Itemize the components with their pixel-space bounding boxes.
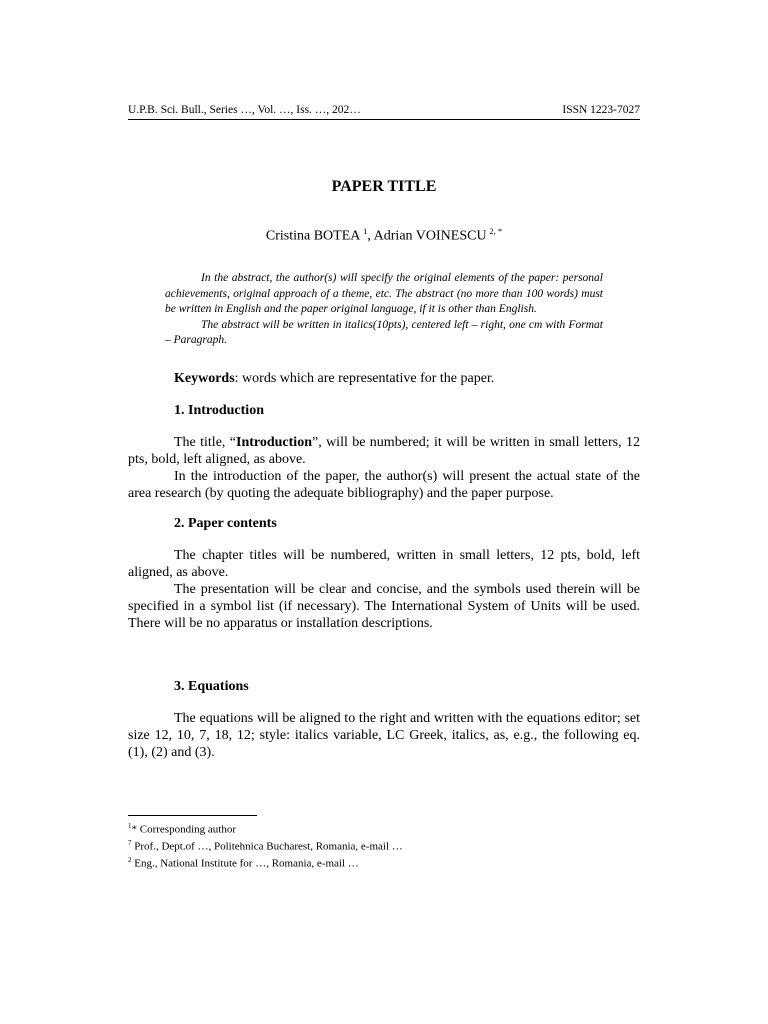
footnote-corresponding [128,820,403,837]
author-separator: , [367,228,374,244]
footnote-marker: 1 [128,822,132,830]
footnote-marker: 2 [128,856,132,865]
keywords-label: Keywords [174,371,235,386]
section-2-paragraph-1: The chapter titles will be numbered, written in small letters, 12 pts, bold, left aligned, as above. [128,548,640,580]
text-run: The title, “ [174,435,236,450]
footnote-separator [128,815,257,816]
text-run-bold: Introduction [236,435,312,450]
section-2-title: 2. Paper contents [174,516,277,531]
keywords-text: : words which are representative for the paper. [234,371,495,386]
text-run: ”, will be numbered; it will be written in small letters, 12 pts, bold, left aligned, as above. [128,435,640,467]
section-3-paragraph-1: The equations will be aligned to the right and written with the equations editor; set size 12, 10, 7, 18, 12; style: italics variable, LC Greek, italics, as, e.g., the following eq. (1), (2) and (3). [128,711,640,760]
section-1-paragraph-2: In the introduction of the paper, the author(s) will present the actual state of the area research (by quoting the adequate bibliography) and the paper purpose. [128,469,640,501]
abstract-paragraph-2: The abstract will be written in italics(10pts), centered left – right, one cm with Format – Paragraph. [165,318,603,346]
footnote-marker: 7 [128,839,132,848]
footnote-1 [128,837,403,854]
author-2: Adrian VOINESCU [373,228,487,244]
keywords [174,371,494,387]
journal-info: U.P.B. Sci. Bull., Series …, Vol. …, Iss. …, 202… [128,104,361,116]
author-2-affiliation: 2, * [489,226,503,236]
section-3-body [128,710,640,761]
section-1-paragraph-1 [128,434,640,468]
footnote-text: Prof., Dept.of …, Politehnica Bucharest, Romania, e-mail … [131,840,403,853]
section-2-body [128,547,640,632]
abstract-paragraph-1: In the abstract, the author(s) will specify the original elements of the paper: personal achievements, original approach of a theme, etc. The abstract (no more than 100 words) must be written in English and the paper original language, if it is other than English. [165,272,603,315]
section-1-title: 1. Introduction [174,403,264,418]
footnote-text: Eng., National Institute for …, Romania, e-mail … [131,857,359,870]
author-1: Cristina BOTEA [265,228,361,244]
section-3-title: 3. Equations [174,679,249,694]
section-2-paragraph-2: The presentation will be clear and concise, and the symbols used therein will be specified in a symbol list (if necessary). The International System of Units will be used. There will be no apparatus or installation descriptions. [128,582,640,631]
section-1-body [128,434,640,502]
paper-title: PAPER TITLE [331,178,437,195]
author-1-affiliation: 1 [363,226,368,236]
running-header [128,104,640,120]
author-line [0,226,768,245]
issn: ISSN 1223-7027 [562,104,640,116]
abstract [165,271,603,349]
footnotes [128,820,403,871]
footnote-text: * Corresponding author [131,823,236,836]
footnote-2 [128,854,403,871]
